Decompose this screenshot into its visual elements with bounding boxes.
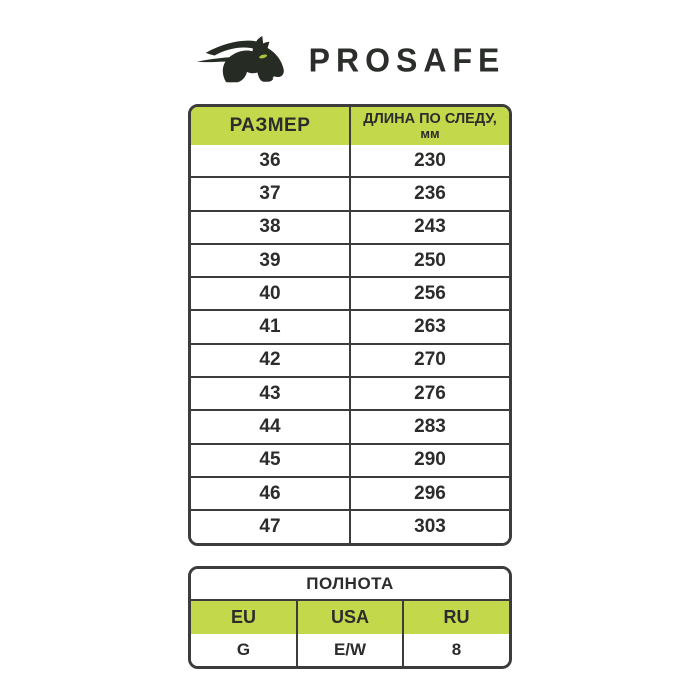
brand-name: PROSAFE [308, 40, 506, 79]
fullness-region-header: EU [191, 600, 297, 634]
size-cell: 38 [191, 211, 350, 244]
length-cell: 256 [350, 277, 509, 310]
length-cell: 236 [350, 177, 509, 210]
length-cell: 250 [350, 244, 509, 277]
size-table-frame [188, 104, 512, 546]
length-cell: 296 [350, 477, 509, 510]
fullness-header-row [191, 600, 509, 634]
size-cell: 45 [191, 444, 350, 477]
fullness-value-cell: 8 [403, 634, 509, 666]
size-table-row [191, 510, 509, 542]
length-cell: 290 [350, 444, 509, 477]
size-table-row [191, 310, 509, 343]
size-cell: 37 [191, 177, 350, 210]
length-header-line2: мм [420, 125, 440, 141]
size-table-header-row [191, 107, 509, 145]
size-table-row [191, 377, 509, 410]
length-cell: 243 [350, 211, 509, 244]
length-cell: 263 [350, 310, 509, 343]
size-column-header: РАЗМЕР [191, 107, 350, 145]
fullness-table [191, 569, 509, 666]
size-table-row [191, 410, 509, 443]
fullness-value-cell: G [191, 634, 297, 666]
size-table-row [191, 277, 509, 310]
fullness-title: ПОЛНОТА [191, 569, 509, 600]
size-table-row [191, 244, 509, 277]
length-cell: 303 [350, 510, 509, 542]
size-cell: 46 [191, 477, 350, 510]
fullness-title-row [191, 569, 509, 600]
rhino-logo-icon [195, 32, 293, 88]
size-cell: 36 [191, 145, 350, 177]
fullness-table-frame [188, 566, 512, 669]
size-cell: 41 [191, 310, 350, 343]
size-cell: 47 [191, 510, 350, 542]
length-cell: 270 [350, 344, 509, 377]
fullness-value-cell: E/W [297, 634, 403, 666]
size-cell: 44 [191, 410, 350, 443]
size-table-row [191, 177, 509, 210]
size-cell: 40 [191, 277, 350, 310]
fullness-region-header: USA [297, 600, 403, 634]
fullness-value-row [191, 634, 509, 666]
size-table-row [191, 145, 509, 177]
length-column-header [350, 107, 509, 145]
fullness-region-header: RU [403, 600, 509, 634]
size-cell: 39 [191, 244, 350, 277]
size-table-row [191, 444, 509, 477]
size-cell: 42 [191, 344, 350, 377]
size-table-row [191, 211, 509, 244]
size-table-row [191, 344, 509, 377]
size-table-row [191, 477, 509, 510]
size-cell: 43 [191, 377, 350, 410]
length-cell: 283 [350, 410, 509, 443]
length-cell: 276 [350, 377, 509, 410]
length-cell: 230 [350, 145, 509, 177]
brand-header [0, 0, 700, 90]
size-table [191, 107, 509, 543]
length-header-line1: ДЛИНА ПО СЛЕДУ, [363, 110, 497, 127]
